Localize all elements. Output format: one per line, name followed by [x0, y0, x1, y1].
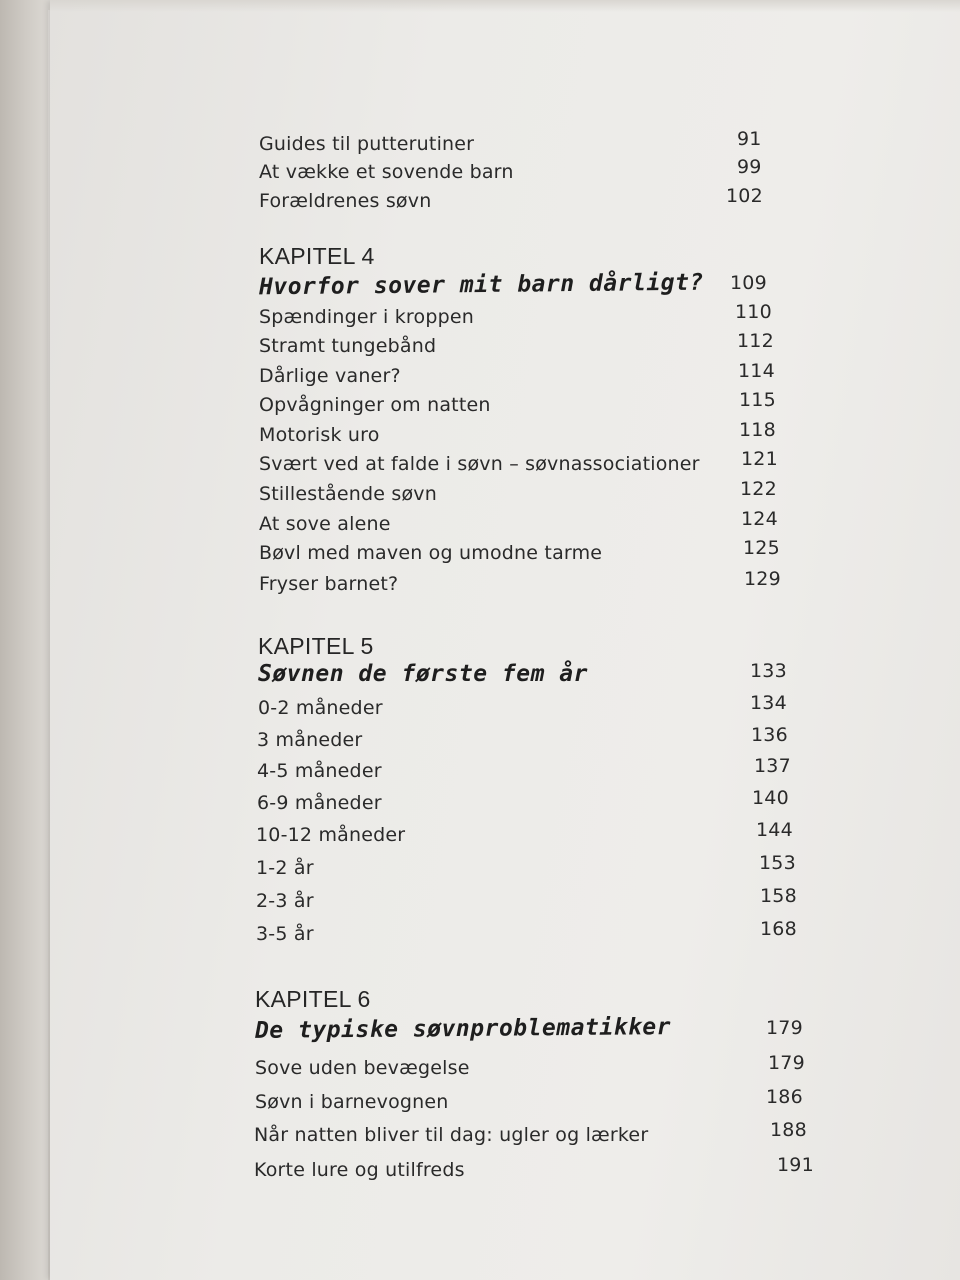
toc-entry-page: 133 — [750, 660, 787, 682]
toc-entry-page: 114 — [738, 360, 775, 382]
toc-entry-page: 144 — [756, 819, 793, 841]
toc-entry-label: Forældrenes søvn — [259, 190, 432, 212]
toc-entry-label: Sove uden bevægelse — [255, 1057, 470, 1079]
toc-entry-label: 10-12 måneder — [256, 824, 406, 846]
toc-entry-page: 122 — [740, 478, 777, 500]
chapter-title: De typiske søvnproblematikker — [254, 1014, 672, 1044]
toc-entry-label: Svært ved at falde i søvn – søvnassociationer — [259, 453, 700, 475]
toc-entry-page: 129 — [744, 568, 781, 590]
toc-entry-page: 153 — [759, 852, 796, 874]
toc-entry-label: Spændinger i kroppen — [259, 306, 474, 328]
toc-entry-page: 124 — [741, 508, 778, 530]
toc-entry-label: Korte lure og utilfreds — [254, 1159, 465, 1181]
toc-entry-page: 109 — [730, 272, 767, 294]
toc-entry-page: 99 — [737, 156, 762, 178]
toc-entry-label: 3-5 år — [256, 923, 314, 945]
chapter-number: KAPITEL 5 — [258, 633, 374, 659]
toc-entry-label: Bøvl med maven og umodne tarme — [259, 542, 603, 564]
toc-entry-page: 158 — [760, 885, 797, 907]
toc-entry-page: 186 — [766, 1086, 803, 1108]
chapter-number: KAPITEL 4 — [259, 243, 375, 269]
toc-entry-page: 136 — [751, 724, 788, 746]
toc-entry-page: 134 — [750, 692, 787, 714]
toc-entry-label: Fryser barnet? — [259, 573, 399, 595]
toc-entry-page: 121 — [741, 448, 778, 470]
chapter-title: Hvorfor sover mit barn dårligt? — [258, 269, 704, 301]
toc-entry-page: 118 — [739, 419, 776, 441]
toc-entry-label: 6-9 måneder — [257, 792, 382, 814]
toc-entry-label: 3 måneder — [257, 729, 363, 751]
toc-entry-label: Søvn i barnevognen — [255, 1091, 449, 1113]
toc-entry-label: At vække et sovende barn — [259, 161, 514, 183]
toc-entry-page: 102 — [726, 185, 763, 207]
toc-entry-page: 188 — [770, 1119, 807, 1141]
toc-entry-page: 137 — [754, 755, 791, 777]
toc-entry-label: 2-3 år — [256, 890, 314, 912]
toc-entry-label: 0-2 måneder — [258, 697, 383, 719]
toc-entry-label: Dårlige vaner? — [259, 365, 401, 387]
toc-entry-label: 1-2 år — [256, 857, 314, 879]
toc-entry-page: 110 — [735, 301, 772, 323]
toc-entry-label: 4-5 måneder — [257, 760, 382, 782]
chapter-number: KAPITEL 6 — [255, 986, 371, 1012]
toc-entry-page: 112 — [737, 330, 774, 352]
toc-entry-page: 168 — [760, 918, 797, 940]
toc-entry-page: 179 — [766, 1017, 803, 1039]
toc-entry-label: Når natten bliver til dag: ugler og lærker — [254, 1124, 649, 1146]
toc-entry-label: Opvågninger om natten — [259, 394, 491, 416]
toc-entry-label: At sove alene — [259, 513, 391, 535]
toc-entry-label: Motorisk uro — [259, 424, 380, 446]
toc-entry-page: 91 — [737, 128, 762, 150]
chapter-title: Søvnen de første fem år — [258, 661, 588, 687]
toc-entry-label: Guides til putterutiner — [259, 133, 475, 155]
toc-entry-label: Stillestående søvn — [259, 483, 437, 505]
toc-entry-page: 115 — [739, 389, 776, 411]
toc-entry-page: 125 — [743, 537, 780, 559]
toc-entry-page: 179 — [768, 1052, 805, 1074]
toc-entry-page: 140 — [752, 787, 789, 809]
toc-entry-label: Stramt tungebånd — [259, 335, 437, 357]
toc-entry-page: 191 — [777, 1154, 814, 1176]
